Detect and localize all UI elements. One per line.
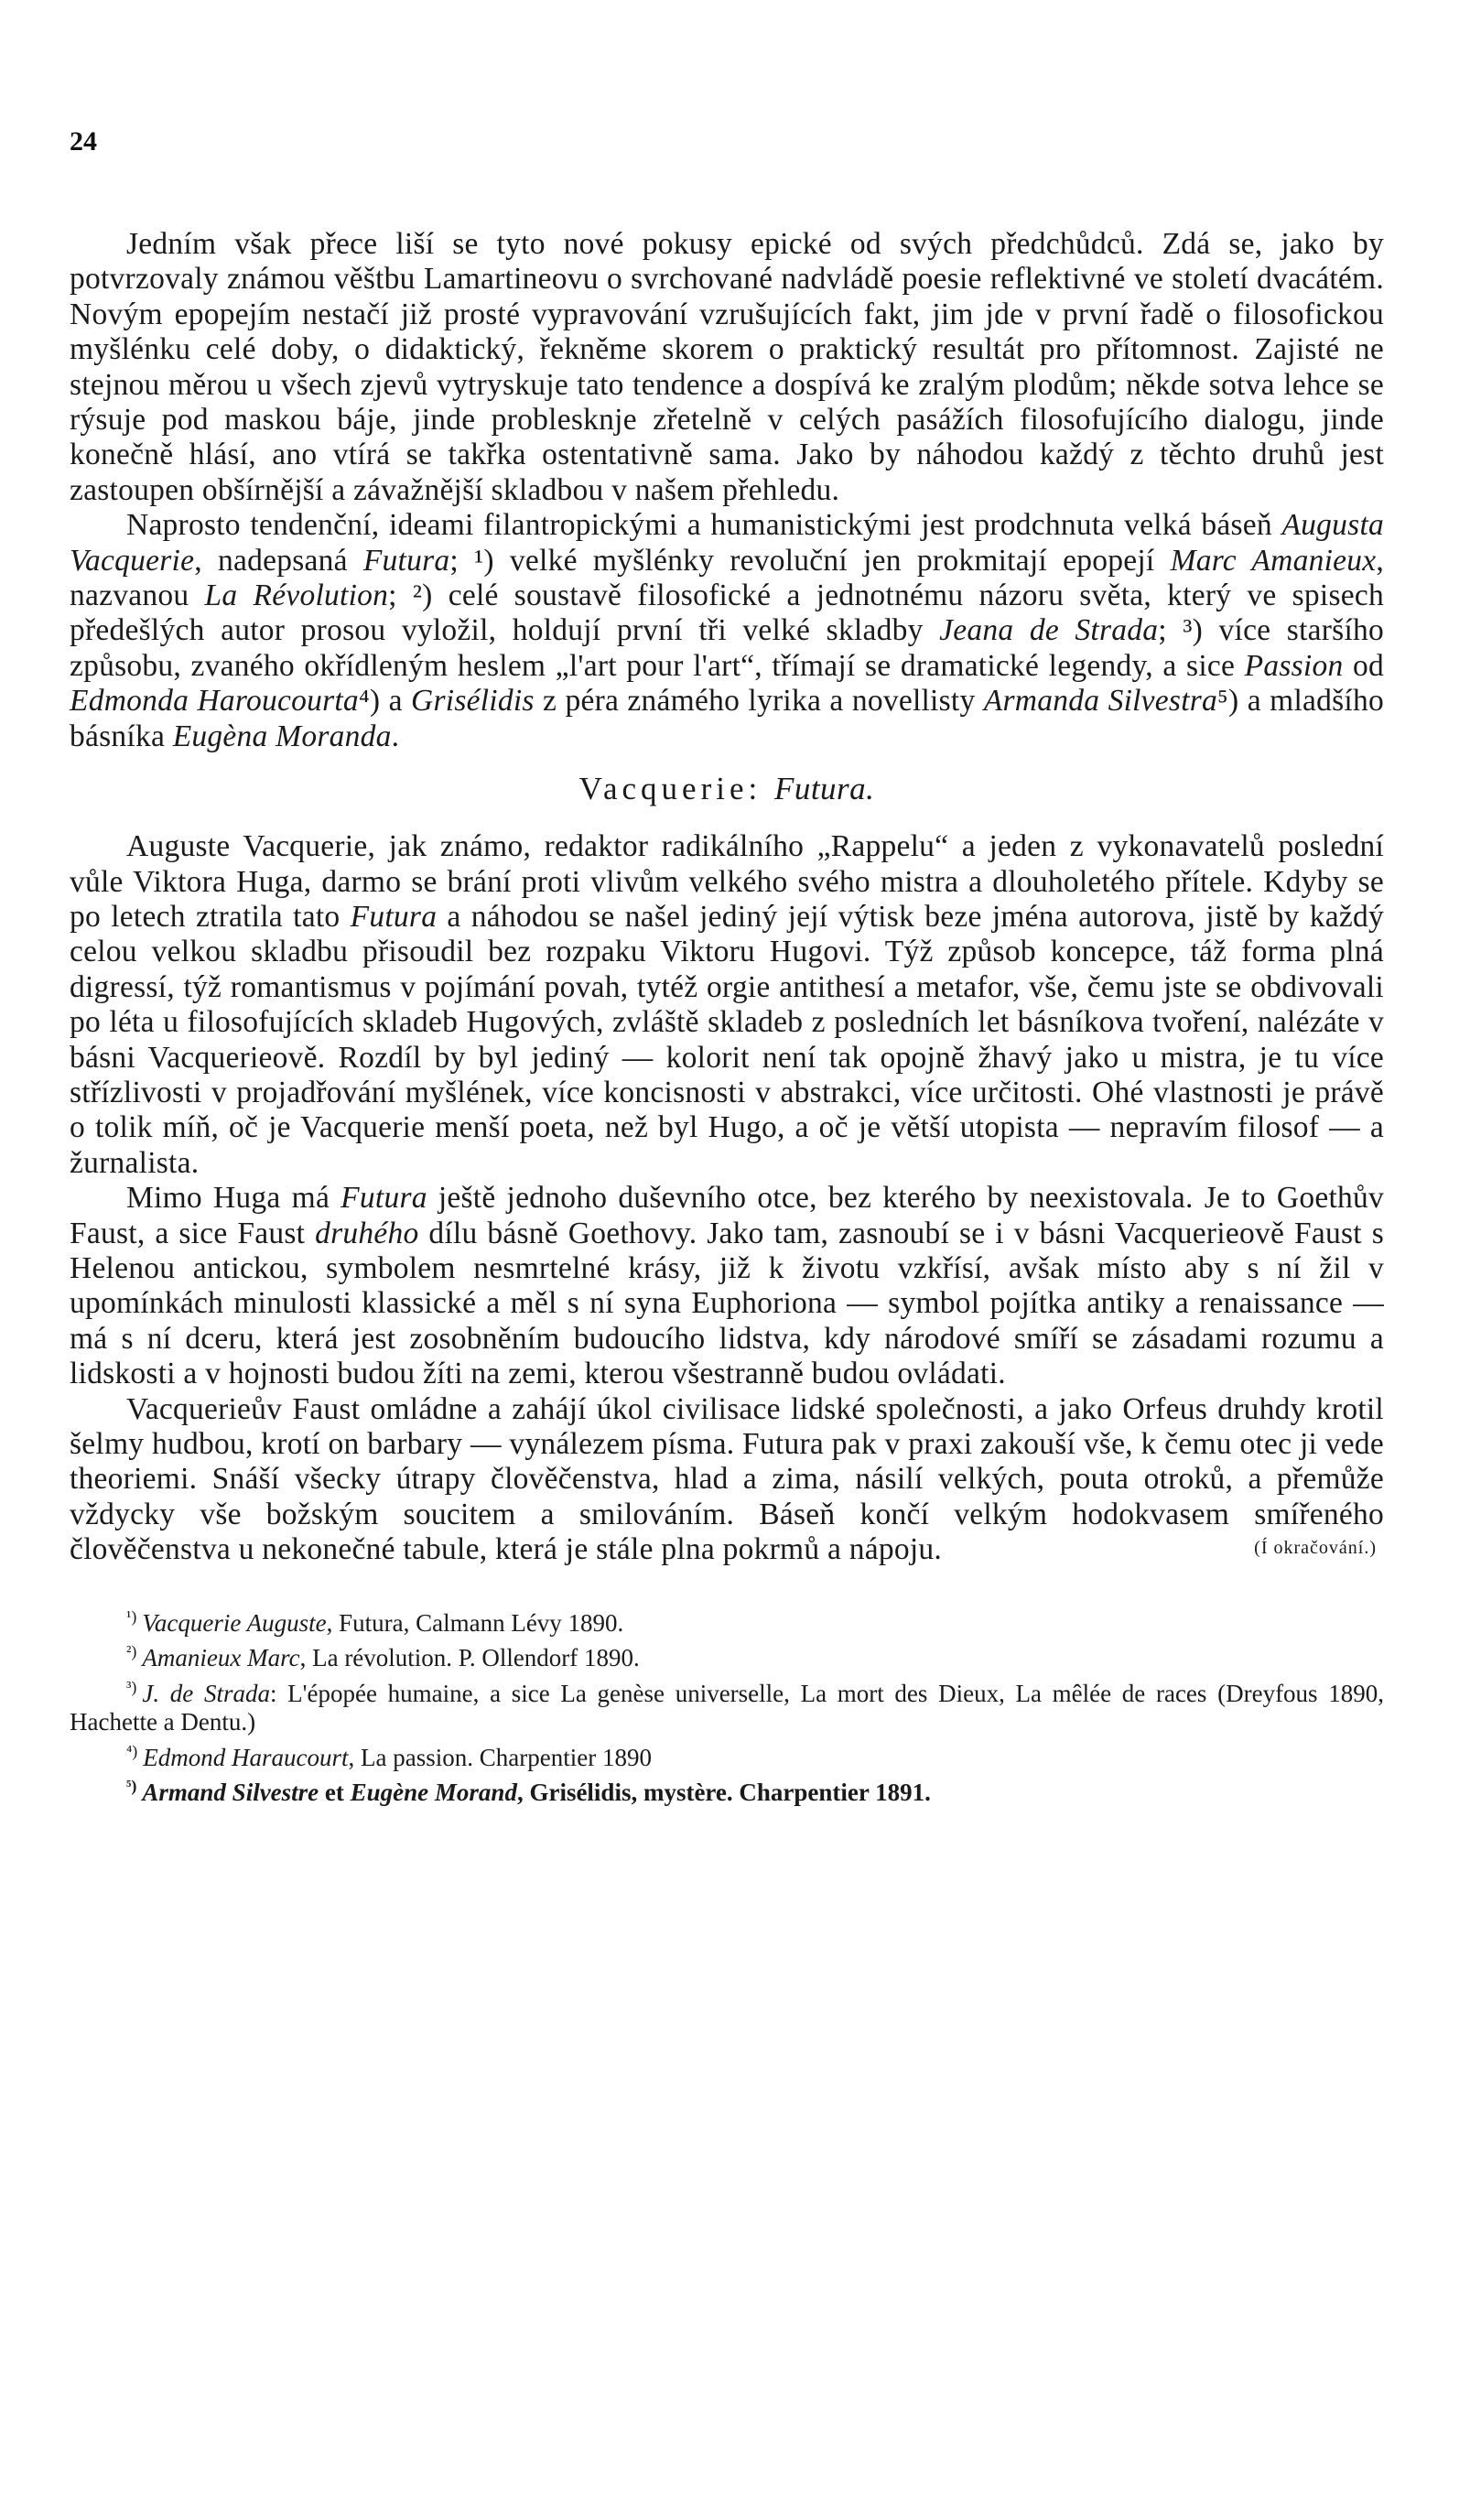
text-run: ještě jednoho duševního otce, bez kterého by neexistovala. Je to Goethův Faust, a sice Faust [70, 1181, 1385, 1250]
italic-text: Jeana de Strada [939, 613, 1159, 648]
footnote-mark: ³) [126, 1677, 137, 1696]
italic-text: Futura [340, 1181, 427, 1216]
footnote [70, 1673, 1384, 1737]
text-run: z péra známého lyrika a novellisty [534, 684, 984, 719]
paragraph-p3 [70, 829, 1384, 1181]
text-run: , La révolution. P. Ollendorf 1890. [299, 1644, 640, 1672]
footnote-mark: ⁵) [126, 1777, 137, 1796]
footnote [70, 1603, 1384, 1639]
text-run: Auguste Vacquerie, jak známo, redaktor radikálního „Rappelu“ a jeden z vykonavatelů poslední vůle Viktora Huga, darmo se brání proti vlivům velkého svého mistra a dlouholetého přítele. Kdyby se po letech ztratila tato [70, 829, 1384, 934]
section-heading-author: Vacquerie: [578, 771, 762, 807]
text-run: ; ³) více staršího způsobu, zvaného okřídleným heslem „l'art pour l'art“, třímají se dramatické legendy, a sice [70, 613, 1385, 683]
footnote [70, 1772, 1384, 1808]
text-run: Jedním však přece liší se tyto nové pokusy epické od svých předchůdců. Zdá se, jako by potvrzovaly známou věštbu Lamartineovu o svrchované nadvládě poesie reflektivné ve století dvacátém. Novým epopejím nestačí již prosté vypravování vzrušujících fakt, jim jde v první řadě o filosofickou myšlénku celé doby, o didaktický, řekněme skorem o praktický resultát pro přítomnost. Zajisté ne stejnou měrou u všech zjevů vytryskuje tato tendence a dospívá ke zralým plodům; někde sotva lehce se rýsuje pod maskou báje, jinde problesknje zřetelně v celých pasážích filosofujícího dialogu, jinde konečně hlásí, ano vtírá se takřka ostentativně sama. Jako by náhodou každý z těchto druhů jest zastoupen obšírnější a závažnější skladbou v našem přehledu. [70, 227, 1384, 507]
italic-text: druhého [315, 1216, 419, 1250]
text-run: , nazvanou [70, 543, 1384, 613]
footnote [70, 1737, 1384, 1773]
text-run: a náhodou se našel jediný její výtisk beze jména autorova, jistě by každý celou velkou skladbu přisoudil bez rozpaku Viktoru Hugovi. Týž způsob koncepce, táž forma plná digressí, týž romantismus v pojímání povah, tytéž orgie antithesí a metafor, vše, čemu jste se obdivovali po léta u filosofujících skladeb Hugových, zvláště skladeb z posledních let básníkova tvoření, nalézáte v básni Vacquerieově. Rozdíl by byl jediný — kolorit není tak opojně žhavý jako u mistra, je tu více střízlivosti v projadřování myšlének, více koncisnosti v abstrakci, více určitosti. Ohé vlastnosti je právě o tolik míň, oč je Vacquerie menší poeta, než byl Hugo, a oč je větší utopista — nepravím filosof — a žurnalista. [70, 899, 1384, 1180]
italic-text: Edmond Haraucourt [143, 1743, 349, 1771]
text-run: Vacquerieův Faust omládne a zahájí úkol civilisace lidské společnosti, a jako Orfeus druhdy krotil šelmy hudbou, krotí on barbary — vynálezem písma. Futura pak v praxi zakouší vše, k čemu otec ji vede theoriemi. Snáší všecky útrapy člověčenstva, hlad a zima, násilí velkých, pouta otroků, a přemůže vždycky vše božským soucitem a smilováním. Báseň končí velkým hodokvasem smířeného člověčenstva u nekonečné tabule, která je stále plna pokrmů a nápoju. [70, 1391, 1384, 1567]
footnote-mark: ¹) [126, 1606, 137, 1626]
section-heading-title: Futura. [773, 771, 875, 807]
paragraph-p5 [70, 1392, 1384, 1568]
page-number: 24 [70, 126, 97, 157]
article-body-continued [70, 829, 1384, 1568]
text-run: ; ¹) velké myšlénky revoluční jen prokmitají epopejí [449, 543, 1171, 578]
text-run: ⁵) a mladšího básníka [70, 684, 1384, 753]
italic-text: Edmonda Haroucourta [70, 684, 359, 719]
text-run: ⁴) a [358, 684, 412, 719]
italic-text: Futura [362, 543, 450, 578]
italic-text: J. de Strada [142, 1679, 270, 1707]
paragraph-p1 [70, 227, 1384, 508]
text-run: ; ²) celé soustavě filosofické a jednotnému názoru světa, který ve spisech předešlých autor prosou vyložil, holdují první tři velké skladby [70, 579, 1385, 648]
text-run: od [1343, 648, 1385, 683]
text-run: , Grisélidis, mystère. Charpentier 1891. [516, 1779, 931, 1807]
section-heading [70, 771, 1384, 807]
italic-text: Passion [1244, 648, 1344, 683]
text-run: , nadepsaná [194, 543, 363, 578]
italic-text: Armanda Silvestra [983, 684, 1218, 719]
text-run: , La passion. Charpentier 1890 [348, 1743, 652, 1771]
italic-text: Eugène Morand [350, 1779, 517, 1807]
text-run: . [391, 719, 400, 753]
italic-text: Eugèna Moranda [172, 719, 392, 753]
italic-text: Vacquerie Auguste [142, 1608, 327, 1637]
paragraph-p4 [70, 1181, 1384, 1391]
italic-text: Futura [350, 899, 438, 934]
text-run: : L'épopée humaine, a sice La genèse universelle, La mort des Dieux, La mêlée de races (Dreyfous 1890, Hachette a Dentu.) [70, 1679, 1384, 1736]
italic-text: Marc Amanieux [1170, 543, 1377, 578]
text-run: Mimo Huga má [126, 1181, 341, 1216]
footnotes [70, 1603, 1384, 1808]
italic-text: Grisélidis [411, 684, 535, 719]
italic-text: Augusta Vacquerie [70, 508, 1384, 578]
text-run: et [319, 1779, 351, 1807]
continuation-note: (Í okračování.) [1254, 1538, 1377, 1559]
italic-text: Armand Silvestre [142, 1779, 319, 1807]
text-run: Naprosto tendenční, ideami filantropickými a humanistickými jest prodchnuta velká báseň [126, 508, 1282, 543]
footnote [70, 1638, 1384, 1673]
italic-text: La Révolution [204, 579, 389, 613]
paragraph-p2 [70, 508, 1384, 754]
italic-text: Amanieux Marc [142, 1644, 300, 1672]
footnote-mark: ²) [126, 1642, 137, 1661]
text-run: dílu básně Goethovy. Jako tam, zasnoubí se i v básni Vacquerieově Faust s Helenou antickou, symbolem nesmrtelné krásy, již k životu vzkřísí, avšak místo aby s ní žil v upomínkách minulosti klassické a měl s ní syna Euphoriona — symbol pojítka antiky a renaissance — má s ní dceru, která jest zosobněním budoucího lidstva, kdy národové smíří se zásadami rozumu a lidskosti a v hojnosti budou žíti na zemi, kterou všestranně budou ovládati. [70, 1216, 1385, 1391]
footnote-mark: ⁴) [126, 1741, 138, 1760]
article-body [70, 227, 1384, 754]
text-run: , Futura, Calmann Lévy 1890. [326, 1608, 624, 1637]
